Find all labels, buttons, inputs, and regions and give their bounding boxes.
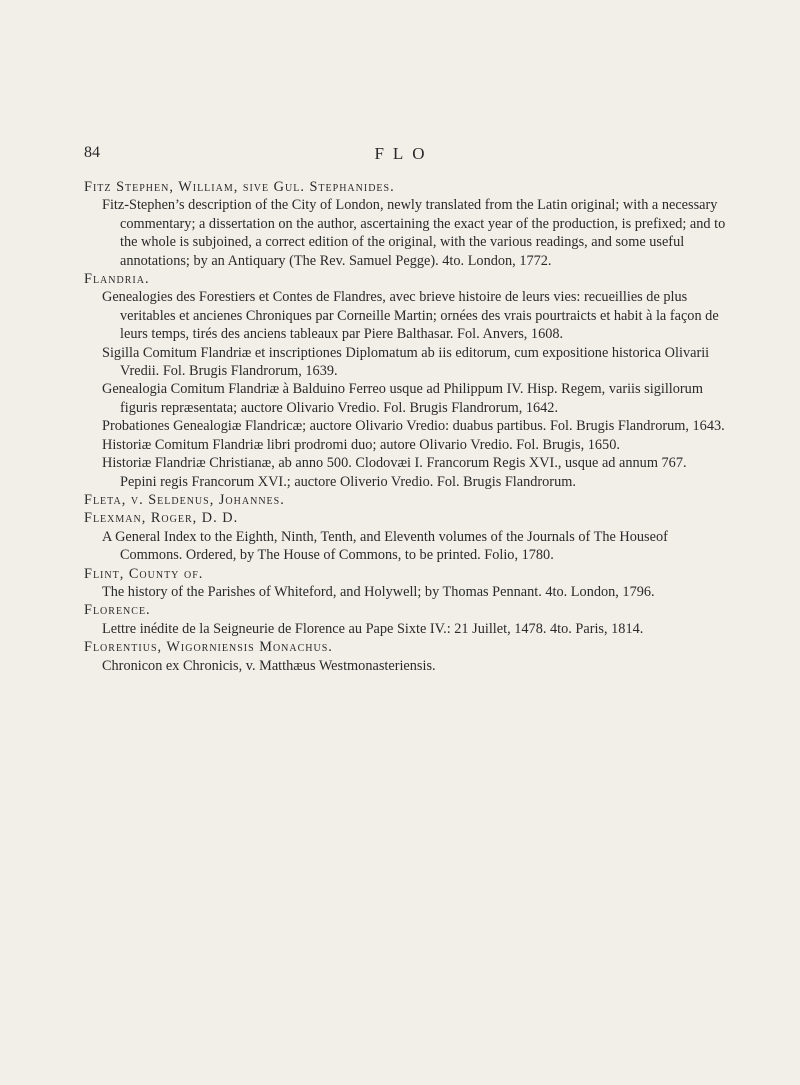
page-header — [84, 144, 724, 168]
section — [84, 565, 726, 602]
entry: Chronicon ex Chronicis, v. Matthæus Westmonasteriensis. — [102, 657, 436, 674]
section — [84, 638, 726, 675]
section — [84, 270, 726, 491]
section-heading: Flint, County of. — [84, 565, 204, 582]
entry: Probationes Genealogiæ Flandricæ; auctore Olivario Vredio: duabus partibus. Fol. Brugis Flandrorum, 1643. — [102, 418, 725, 435]
section — [84, 509, 726, 564]
section — [84, 491, 726, 509]
entry: Sigilla Comitum Flandriæ et inscriptiones Diplomatum ab iis editorum, cum expositione historica Olivarii Vredii. Fol. Brugis Flandrorum, 1639. — [102, 344, 710, 380]
section — [84, 601, 726, 638]
index-content — [84, 178, 726, 675]
entry: Genealogies des Forestiers et Contes de Flandres, avec brieve histoire de leurs vies: recueillies de plus veritables et ancienes Chroniques par Corneille Martin; ornées des vrais pourtraicts et habit à la façon de leurs temps, tirés des anciens tableaux par Piere Balthasar. Fol. Anvers, 1608. — [102, 289, 719, 343]
section-heading: Florence. — [84, 602, 151, 619]
section — [84, 178, 726, 270]
section-heading: Florentius, Wigorniensis Monachus. — [84, 639, 333, 656]
section-heading: Fitz Stephen, William, sive Gul. Stephanides. — [84, 179, 395, 195]
entry: Lettre inédite de la Seigneurie de Florence au Pape Sixte IV.: 21 Juillet, 1478. 4to. Paris, 1814. — [102, 620, 644, 637]
section-heading: Flexman, Roger, D. D. — [84, 510, 239, 527]
entry: Fitz-Stephen’s description of the City of London, newly translated from the Latin original; with a necessary commentary; a dissertation on the author, ascertaining the exact year of the production, is prefixed; and to the whole is subjoined, a correct edition of the original, with the various readings, and some useful annotations; by an Antiquary (The Rev. Samuel Pegge). 4to. London, 1772. — [102, 197, 726, 269]
entry: A General Index to the Eighth, Ninth, Tenth, and Eleventh volumes of the Journals of The Houseof Commons. Ordered, by The House of Commons, to be printed. Folio, 1780. — [102, 528, 668, 564]
entry: The history of the Parishes of Whiteford, and Holywell; by Thomas Pennant. 4to. London, 1796. — [102, 583, 655, 600]
entry: Historiæ Flandriæ Christianæ, ab anno 500. Clodovæi I. Francorum Regis XVI., usque ad annum 767. Pepini regis Francorum XVI.; auctore Oliverio Vredio. Fol. Brugis Flandrorum. — [102, 455, 687, 490]
entry: Genealogia Comitum Flandriæ à Balduino Ferreo usque ad Philippum IV. Hisp. Regem, variis sigillorum figuris repræsentata; auctore Olivario Vredio. Fol. Brugis Flandrorum, 1642. — [102, 381, 703, 416]
entry: Historiæ Comitum Flandriæ libri prodromi duo; autore Olivario Vredio. Fol. Brugis, 1650. — [102, 436, 620, 453]
section-heading: Flandria. — [84, 271, 150, 288]
page-number: 84 — [84, 144, 100, 161]
running-head: FLO — [374, 144, 434, 163]
section-heading: Fleta, v. Seldenus, Johannes. — [84, 491, 285, 508]
